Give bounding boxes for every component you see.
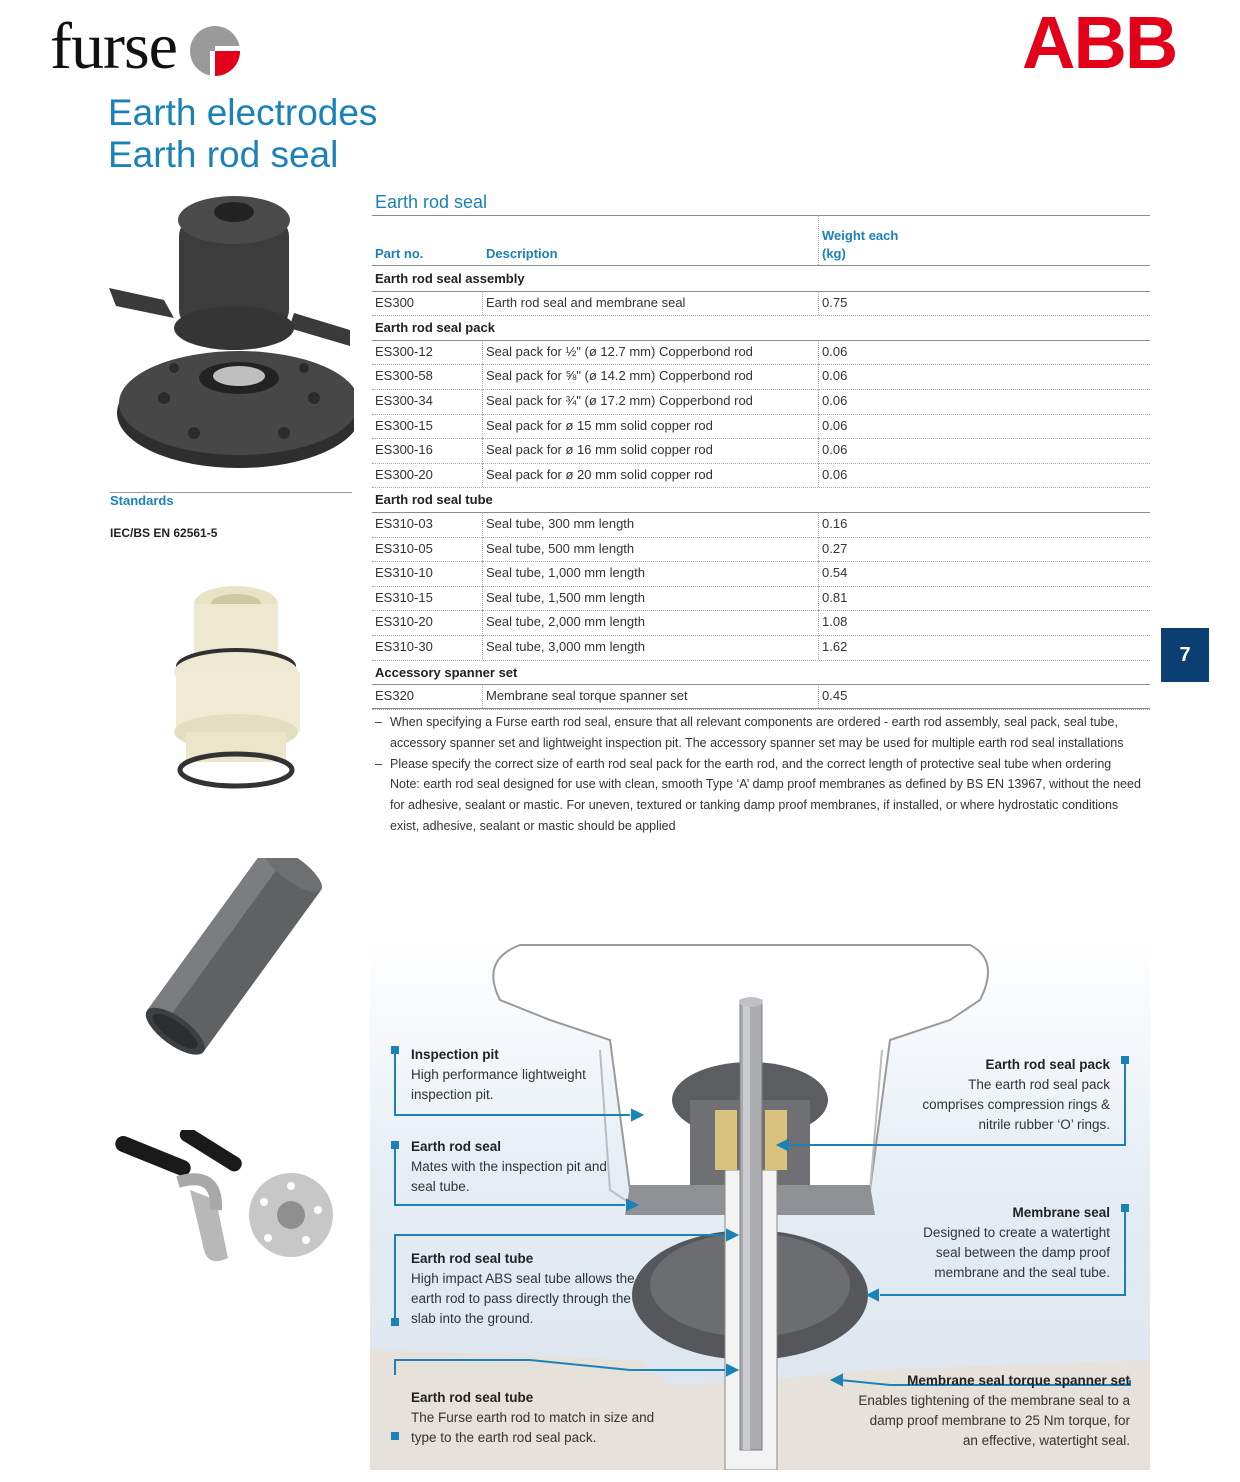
note-3: Note: earth rod seal designed for use with clean, smooth Type ‘A’ damp proof membranes as defined by BS EN 13967, without the need for adhesive, sealant or mastic. For uneven, textured or tanking damp proof membranes, if installed, or where hydrostatic conditions exist, adhesive, sealant or mastic should be applied [390,777,1141,833]
description-cell: Seal tube, 3,000 mm length [486,639,645,654]
weight-cell: 0.54 [822,565,848,581]
table-row [372,463,1150,489]
table-group-header [372,266,1150,292]
description-cell: Seal tube, 1,000 mm length [486,565,645,581]
description-cell: Seal pack for ⅝" (ø 14.2 mm) Copperbond rod [486,368,753,384]
table-group-header [372,660,1150,686]
label-earth-rod-text: The Furse earth rod to match in size and type to the earth rod seal pack. [411,1410,655,1445]
abb-logo [1022,1,1177,84]
table-row [372,610,1150,636]
header-part-no: Part no. [375,246,424,261]
label-seal-pack-title: Earth rod seal pack [985,1057,1110,1072]
label-spanner-set [855,1371,1130,1451]
table-row [372,389,1150,415]
header-description: Description [486,246,558,261]
label-inspection-pit [411,1045,611,1105]
table-row [372,537,1150,563]
weight-cell: 0.06 [822,442,848,458]
part-no-cell: ES310-30 [375,639,433,654]
table-bottom-rule [372,708,1150,709]
label-earth-rod-seal-text: Mates with the inspection pit and seal tube. [411,1159,607,1194]
description-cell: Seal tube, 300 mm length [486,516,635,531]
weight-cell: 0.06 [822,343,848,359]
furse-logo-text: furse [50,10,177,83]
label-seal-pack [915,1055,1110,1135]
notes [375,712,1150,837]
table-row [372,512,1150,538]
group-title: Earth rod seal assembly [375,271,525,286]
furse-logo-mark-icon [188,24,242,78]
part-no-cell: ES300-34 [375,393,433,408]
weight-cell: 1.08 [822,614,848,630]
part-no-cell: ES310-20 [375,614,433,630]
description-cell: Membrane seal torque spanner set [486,688,688,704]
label-earth-rod [411,1388,681,1448]
table-row [372,561,1150,587]
weight-cell: 0.06 [822,417,848,433]
standards-heading: Standards [110,492,352,508]
group-title: Earth rod seal tube [375,492,493,508]
description-cell: Seal pack for ¾" (ø 17.2 mm) Copperbond rod [486,393,753,408]
table-row [372,414,1150,440]
part-no-cell: ES300-20 [375,466,433,482]
note-item: – When specifying a Furse earth rod seal, ensure that all relevant components are ordered - earth rod assembly, seal pack, seal tube, accessory spanner set and lightweight inspection pit. The accessory spanner set may be used for multiple earth rod seal installations [375,715,1124,750]
description-cell: Seal pack for ø 16 mm solid copper rod [486,442,713,458]
description-cell: Seal pack for ø 20 mm solid copper rod [486,466,713,482]
label-spanner-set-title: Membrane seal torque spanner set [907,1373,1130,1388]
table-row [372,586,1150,612]
table-row [372,684,1150,710]
seal-tube-image [120,858,335,1063]
furse-logo [50,12,177,82]
label-membrane-seal-text: Designed to create a watertight seal between the damp proof membrane and the seal tube. [923,1225,1110,1280]
note-item: – Please specify the correct size of earth rod seal pack for the earth rod, and the correct length of protective seal tube when ordering Note: earth rod seal designed for use with clean, smooth Type ‘A’ damp proof membranes as defined by BS EN 13967, without the need for adhesive, sealant or mastic. For uneven, textured or tanking damp proof membranes, if installed, or where hydrostatic conditions exist, adhesive, sealant or mastic should be applied [375,756,1141,833]
weight-cell: 0.06 [822,368,848,384]
header-weight-line2: (kg) [822,246,846,261]
description-cell: Seal pack for ½" (ø 12.7 mm) Copperbond rod [486,343,753,359]
label-earth-rod-seal [411,1137,611,1197]
weight-cell: 0.81 [822,589,848,605]
table-row [372,635,1150,661]
standards-value: IEC/BS EN 62561-5 [110,526,218,540]
weight-cell: 0.06 [822,393,848,408]
label-seal-tube-text: High impact ABS seal tube allows the earth rod to pass directly through the slab into the ground. [411,1271,635,1326]
weight-cell: 0.06 [822,466,848,482]
table-row [372,291,1150,317]
header-divider [818,215,819,265]
weight-cell: 0.75 [822,294,848,310]
label-seal-pack-text: The earth rod seal pack comprises compression rings & nitrile rubber ‘O’ rings. [922,1077,1110,1132]
group-title: Accessory spanner set [375,664,518,680]
part-no-cell: ES320 [375,688,415,704]
table-group-header [372,487,1150,513]
table-top-rule [372,215,1150,216]
description-cell: Seal tube, 500 mm length [486,540,635,556]
abb-logo-text: ABB [1022,1,1177,84]
weight-cell: 0.45 [822,688,848,704]
page-title: Earth electrodes [108,92,378,133]
table-row [372,364,1150,390]
note-1: When specifying a Furse earth rod seal, ensure that all relevant components are ordered - earth rod assembly, seal pack, seal tube, accessory spanner set and lightweight inspection pit. The accessory spanner set may be used for multiple earth rod seal installations [390,715,1124,750]
label-inspection-pit-title: Inspection pit [411,1047,499,1062]
description-cell: Earth rod seal and membrane seal [486,294,686,310]
description-cell: Seal tube, 1,500 mm length [486,589,645,605]
label-inspection-pit-text: High performance lightweight inspection pit. [411,1067,586,1102]
table-group-header [372,315,1150,341]
label-seal-tube [411,1249,636,1329]
page-section-tab: 7 [1161,628,1209,682]
table-row [372,438,1150,464]
part-no-cell: ES310-15 [375,589,433,605]
torque-spanner-set-image [108,1130,348,1290]
part-no-cell: ES300-58 [375,368,433,384]
earth-rod-seal-assembly-image [104,188,354,483]
part-no-cell: ES300-12 [375,343,433,359]
label-spanner-set-text: Enables tightening of the membrane seal to a damp proof membrane to 25 Nm torque, for an effective, watertight seal. [858,1393,1130,1448]
part-no-cell: ES300-16 [375,442,433,458]
note-2: Please specify the correct size of earth rod seal pack for the earth rod, and the correct length of protective seal tube when ordering [390,756,1112,771]
table-title: Earth rod seal [375,192,488,212]
group-title: Earth rod seal pack [375,320,495,336]
header-weight [822,227,898,263]
description-cell: Seal tube, 2,000 mm length [486,614,645,630]
weight-cell: 1.62 [822,639,848,654]
part-no-cell: ES300 [375,294,415,310]
weight-cell: 0.27 [822,540,848,556]
label-seal-tube-title: Earth rod seal tube [411,1251,534,1266]
description-cell: Seal pack for ø 15 mm solid copper rod [486,417,713,433]
label-membrane-seal-title: Membrane seal [1012,1205,1110,1220]
part-no-cell: ES310-10 [375,565,433,581]
label-earth-rod-title: Earth rod seal tube [411,1390,534,1405]
label-membrane-seal [905,1203,1110,1283]
part-no-cell: ES310-05 [375,540,433,556]
weight-cell: 0.16 [822,516,848,531]
part-no-cell: ES310-03 [375,516,433,531]
label-earth-rod-seal-title: Earth rod seal [411,1139,502,1154]
part-no-cell: ES300-15 [375,417,433,433]
table-row [372,340,1150,366]
header-weight-line1: Weight each [822,228,899,243]
page-subtitle: Earth rod seal [108,134,339,175]
seal-pack-image [166,582,306,797]
